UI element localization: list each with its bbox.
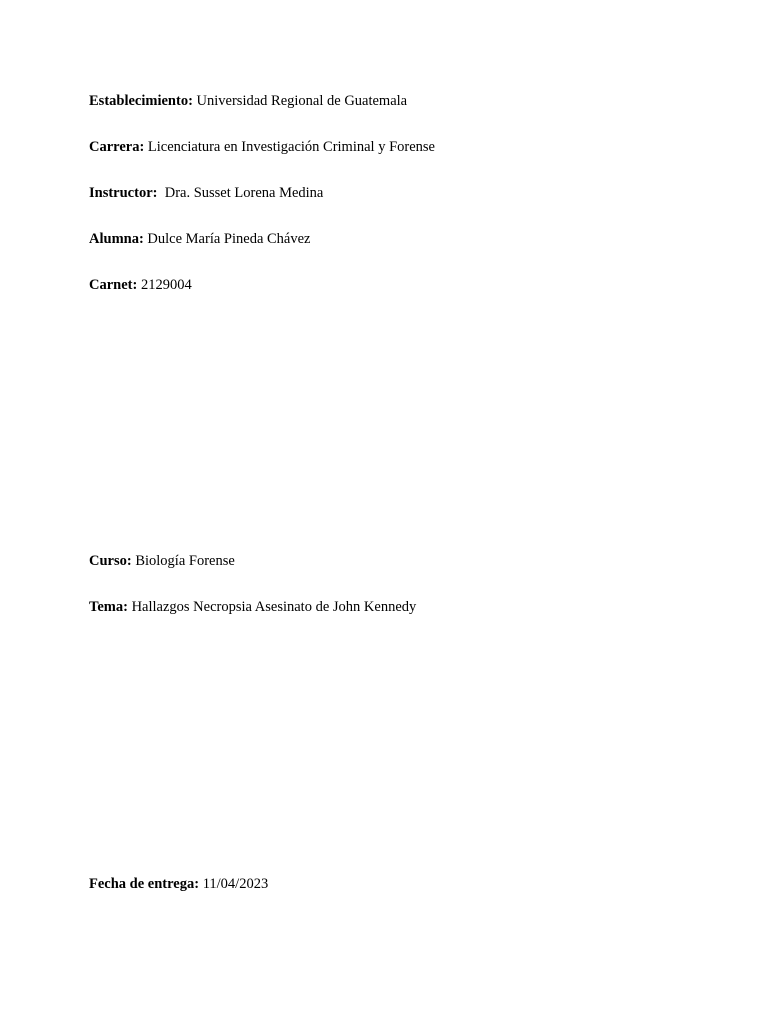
field-label: Carnet: bbox=[89, 277, 138, 293]
field-value: Universidad Regional de Guatemala bbox=[196, 93, 408, 109]
field-establecimiento bbox=[89, 92, 407, 110]
field-alumna bbox=[89, 230, 310, 248]
field-label: Instructor: bbox=[89, 185, 158, 201]
field-value: Dulce María Pineda Chávez bbox=[147, 231, 311, 247]
field-label: Alumna: bbox=[89, 231, 144, 247]
field-value: Biología Forense bbox=[135, 553, 235, 569]
field-value: Hallazgos Necropsia Asesinato de John Kennedy bbox=[131, 599, 417, 615]
field-label: Curso: bbox=[89, 553, 132, 569]
field-value: 2129004 bbox=[140, 277, 192, 293]
field-carrera bbox=[89, 138, 435, 156]
field-label: Carrera: bbox=[89, 139, 145, 155]
field-value: Dra. Susset Lorena Medina bbox=[161, 185, 324, 201]
field-curso bbox=[89, 552, 235, 570]
field-tema bbox=[89, 598, 416, 616]
field-label: Fecha de entrega: bbox=[89, 876, 200, 892]
field-value: 11/04/2023 bbox=[202, 876, 269, 892]
field-carnet bbox=[89, 276, 192, 294]
field-label: Establecimiento: bbox=[89, 93, 193, 109]
field-value: Licenciatura en Investigación Criminal y Forense bbox=[147, 139, 435, 155]
field-instructor bbox=[89, 184, 323, 202]
field-fecha-de-entrega bbox=[89, 875, 268, 893]
field-label: Tema: bbox=[89, 599, 128, 615]
